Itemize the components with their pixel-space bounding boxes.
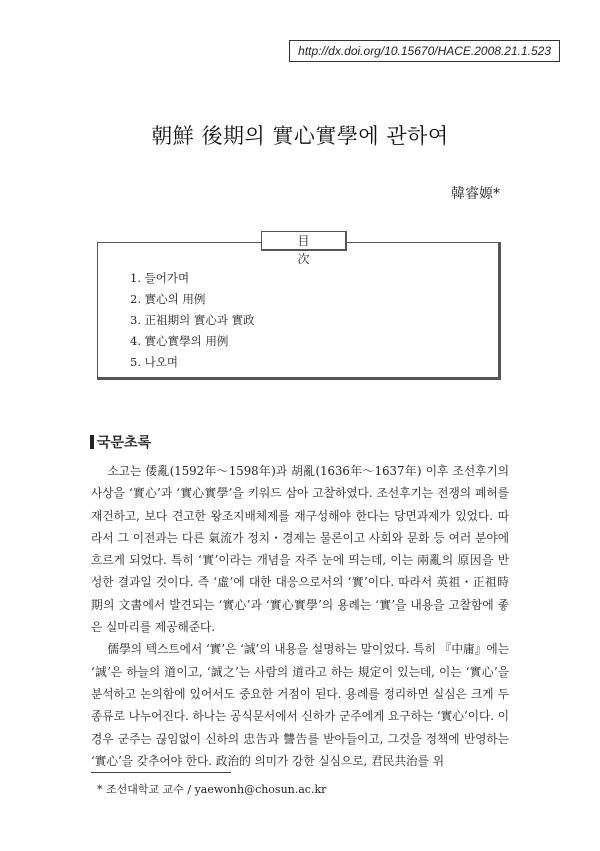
toc-item: 2. 實心의 用例: [130, 292, 206, 306]
abstract-heading: [90, 432, 151, 452]
abstract-body: [91, 460, 509, 772]
abstract-paragraph: 儒學의 텍스트에서 ‘實’은 ‘誠’의 내용을 설명하는 말이었다. 특히 『中庸』에는 ‘誠’은 하늘의 道이고, ‘誠之’는 사람의 道라고 하는 規定이 있는데, 이는 ‘實心’을 분석하고 논의함에 있어서도 중요한 거점이 된다. 용례를 정리하면 실심은 크게 두 종류로 나누어진다. 하나는 공식문서에서 신하가 군주에게 요구하는 ‘實心’이다. 이 경우 군주는 끊임없이 신하의 忠告과 讐告를 받아들이고, 그것을 정책에 반영하는 ‘實心’을 갖추어야 한다. 政治的 의미가 강한 실심으로, 君民共治를 위: [91, 642, 509, 768]
toc-title: 目 次: [261, 231, 347, 251]
footnote-divider: [91, 772, 231, 773]
toc-item: 3. 正祖期의 實心과 實政: [130, 313, 255, 327]
toc-item: 5. 나오며: [130, 355, 178, 369]
abstract-paragraph: 소고는 倭亂(1592年～1598年)과 胡亂(1636年～1637年) 이후 조선후기의 사상을 ‘實心’과 ‘實心實學’을 키워드 삼아 고찰하였다. 조선후기는 전쟁의 폐허를 재건하고, 보다 견고한 왕조지배체제를 재구성해야 한다는 당면과제가 있었다. 따라서 그 이전과는 다른 氣流가 정치・경제는 물론이고 사회와 문화 등 여러 분야에 흐르게 되었다. 특히 ‘實’이라는 개념을 자주 눈에 띄는데, 이는 兩亂의 原因을 반성한 결과일 것이다. 즉 ‘虛’에 대한 대응으로서의 ‘實’이다. 따라서 英祖・正祖時期의 文書에서 발견되는 ‘實心’과 ‘實心實學’의 용례는 ‘實’을 내용을 고찰함에 좋은 실마리를 제공해준다.: [91, 464, 509, 635]
toc-list: [130, 268, 255, 373]
table-of-contents: [97, 234, 501, 380]
abstract-heading-label: 국문초록: [97, 435, 152, 451]
heading-bar-icon: [90, 435, 94, 449]
toc-item: 1. 들어가며: [130, 271, 190, 285]
author-name: 韓睿嫄*: [451, 186, 500, 202]
footnote: * 조선대학교 교수 / yaewonh@chosun.ac.kr: [97, 783, 327, 796]
paper-title: 朝鮮 後期의 實心實學에 관하여: [151, 124, 449, 148]
doi-link[interactable]: http://dx.doi.org/10.15670/HACE.2008.21.1.523: [289, 40, 560, 62]
toc-item: 4. 實心實學의 用例: [130, 334, 229, 348]
